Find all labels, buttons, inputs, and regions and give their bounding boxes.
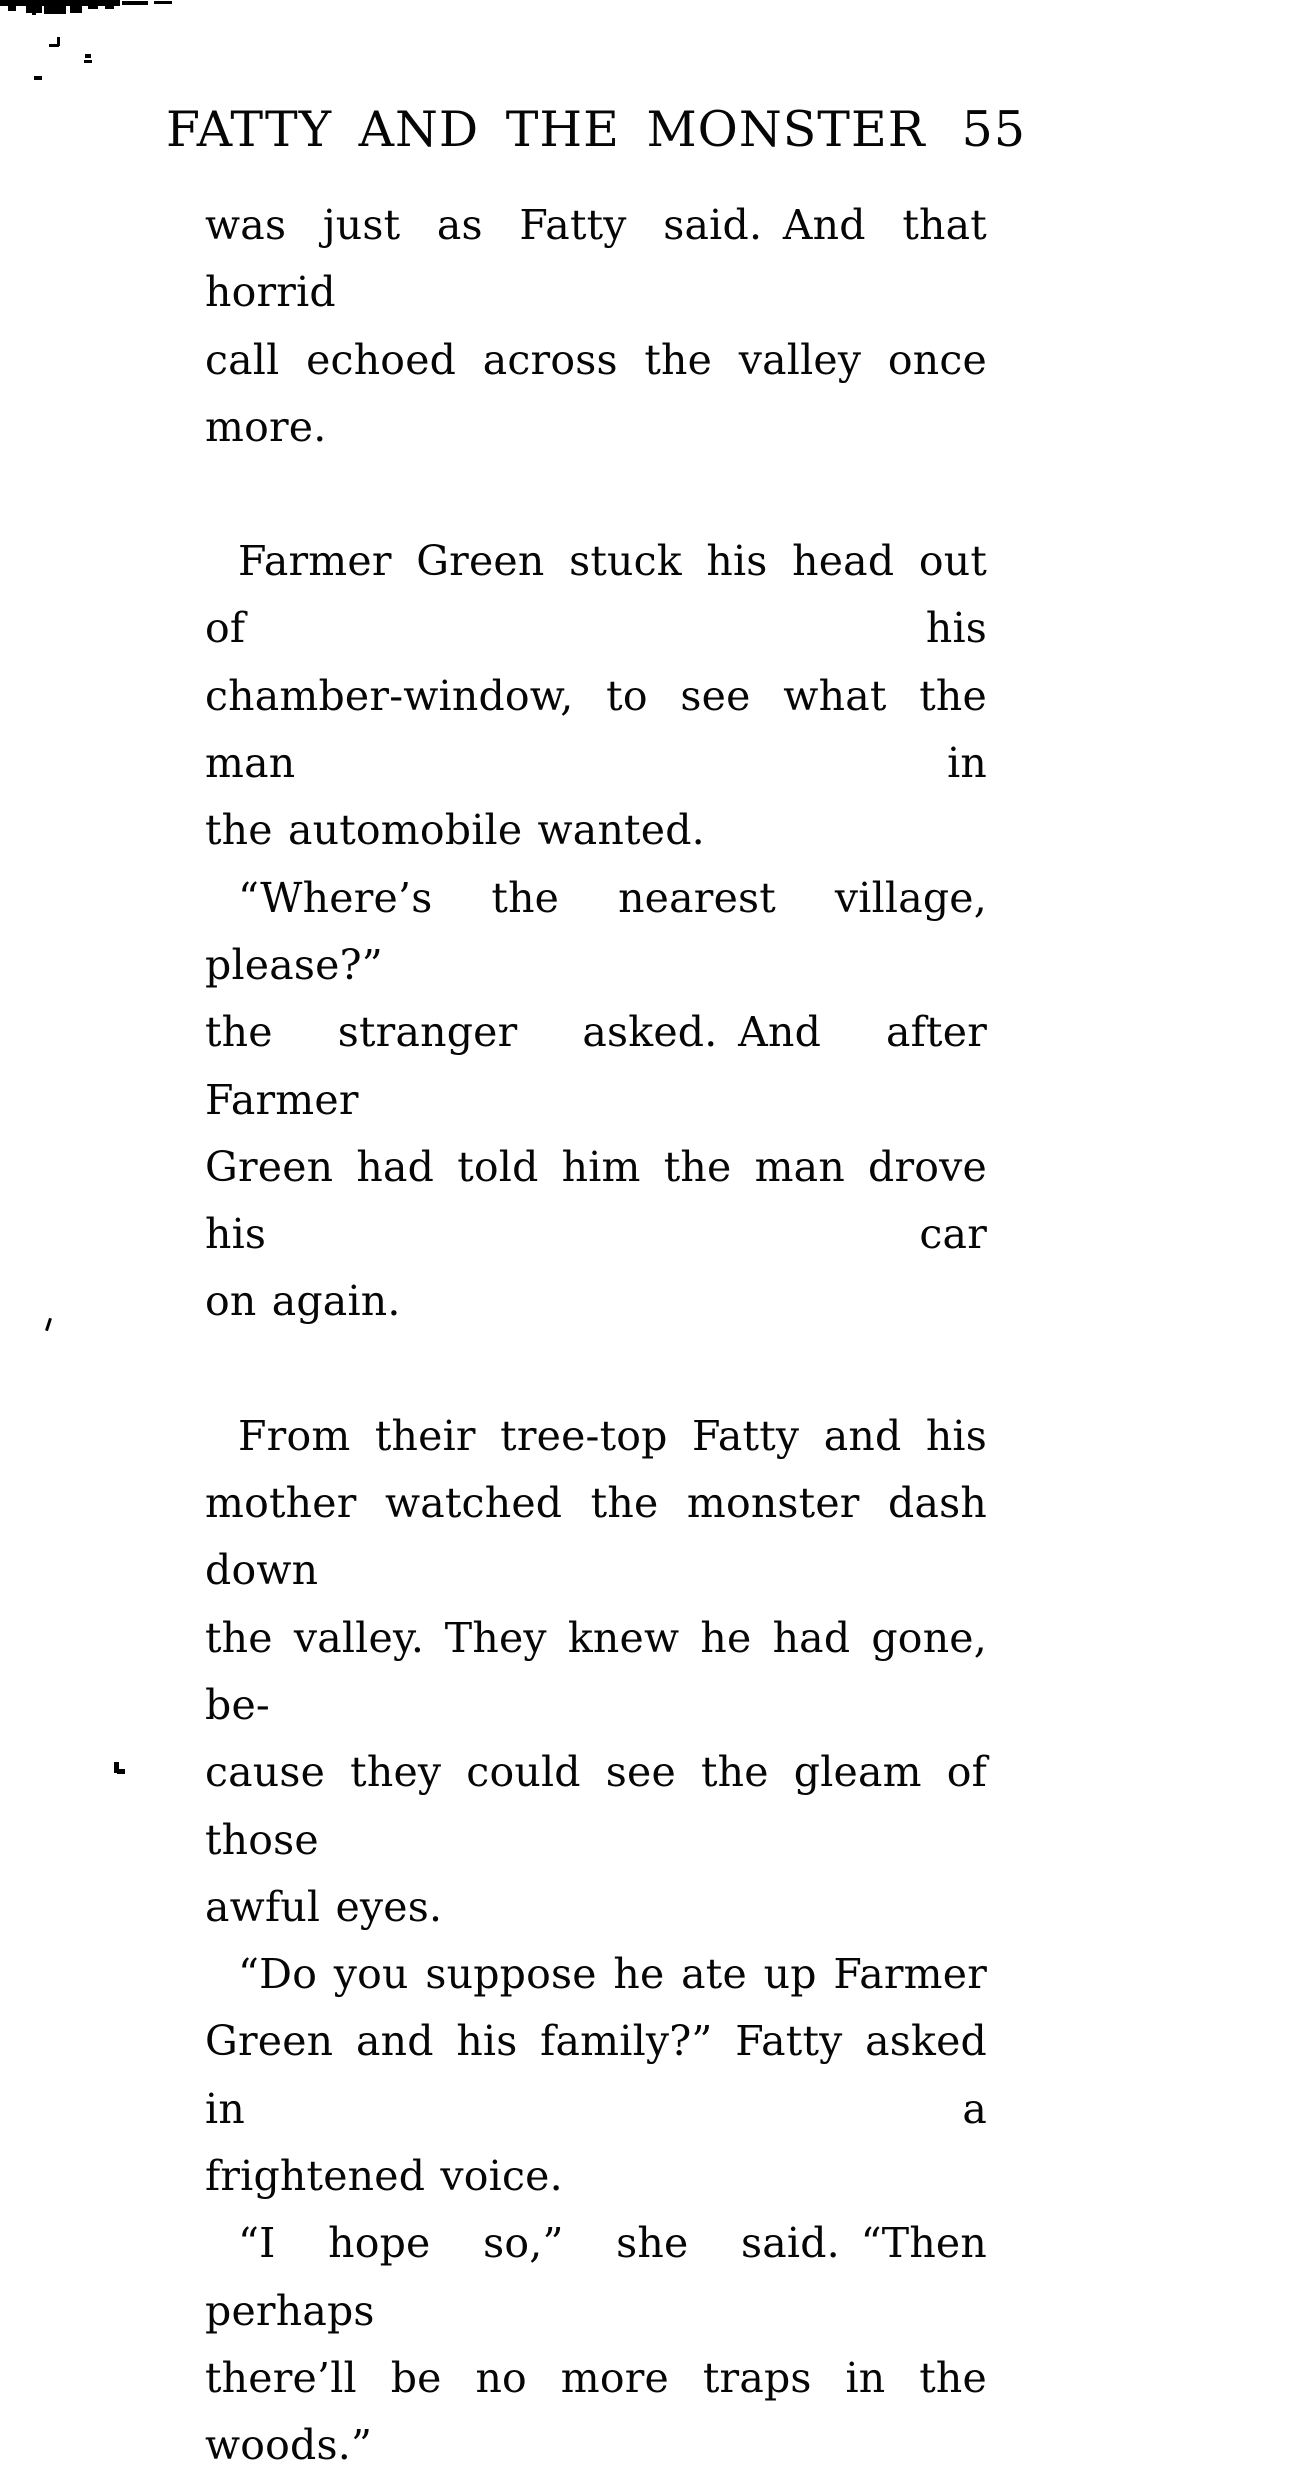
text-line: cause they could see the gleam of those <box>205 1748 987 1864</box>
scan-artifact <box>70 4 82 13</box>
scan-artifact <box>32 11 36 15</box>
text-line: there’ll be no more traps in the woods.” <box>205 2353 987 2470</box>
paragraph <box>205 1941 987 2210</box>
scan-artifact <box>85 54 91 58</box>
text-line: awful eyes. <box>205 1882 443 1931</box>
text-line: the stranger asked. And after Farmer <box>205 1008 987 1124</box>
paragraph <box>205 2210 987 2479</box>
scan-artifact <box>88 2 98 9</box>
scan-artifact <box>45 1318 52 1331</box>
text-line: Farmer Green stuck his head out of his <box>205 537 987 653</box>
scan-artifact <box>77 6 80 12</box>
text-line: the automobile wanted. <box>205 806 705 855</box>
scan-artifact <box>105 3 114 9</box>
text-line: was just as Fatty said. And that horrid <box>205 201 987 317</box>
text-line: “Where’s the nearest village, please?” <box>205 873 987 989</box>
scan-artifact <box>117 1769 125 1774</box>
text-line: “I hope so,” she said. “Then perhaps <box>205 2219 987 2335</box>
page-header <box>165 101 1027 158</box>
paragraph <box>205 192 987 461</box>
text-line: call echoed across the valley once more. <box>205 335 987 451</box>
scan-artifact <box>122 1 148 5</box>
text-line: From their tree-top Fatty and his <box>238 1411 987 1460</box>
text-line: Green and his family?” Fatty asked in a <box>205 2017 987 2133</box>
text-line: the valley. They knew he had gone, be- <box>205 1613 987 1729</box>
text-line: chamber-window, to see what the man in <box>205 671 987 788</box>
page-number: 55 <box>961 101 1027 158</box>
scan-artifact <box>57 37 60 46</box>
text-line: frightened voice. <box>205 2152 563 2201</box>
page-container <box>165 101 1027 2480</box>
paragraph <box>205 528 987 864</box>
scan-artifact <box>34 76 42 80</box>
text-block <box>205 192 987 2480</box>
scan-artifact <box>84 60 92 63</box>
running-title: FATTY AND THE MONSTER <box>165 101 926 158</box>
scan-artifact <box>154 1 172 4</box>
text-line: mother watched the monster dash down <box>205 1479 987 1595</box>
paragraph <box>205 865 987 1336</box>
text-line: Green had told him the man drove his car <box>205 1142 987 1259</box>
scan-artifact <box>8 5 16 11</box>
scan-artifact <box>50 9 56 13</box>
text-line: on again. <box>205 1277 401 1326</box>
text-line: “Do you suppose he ate up Farmer <box>238 1950 987 1999</box>
paragraph <box>205 1403 987 1941</box>
